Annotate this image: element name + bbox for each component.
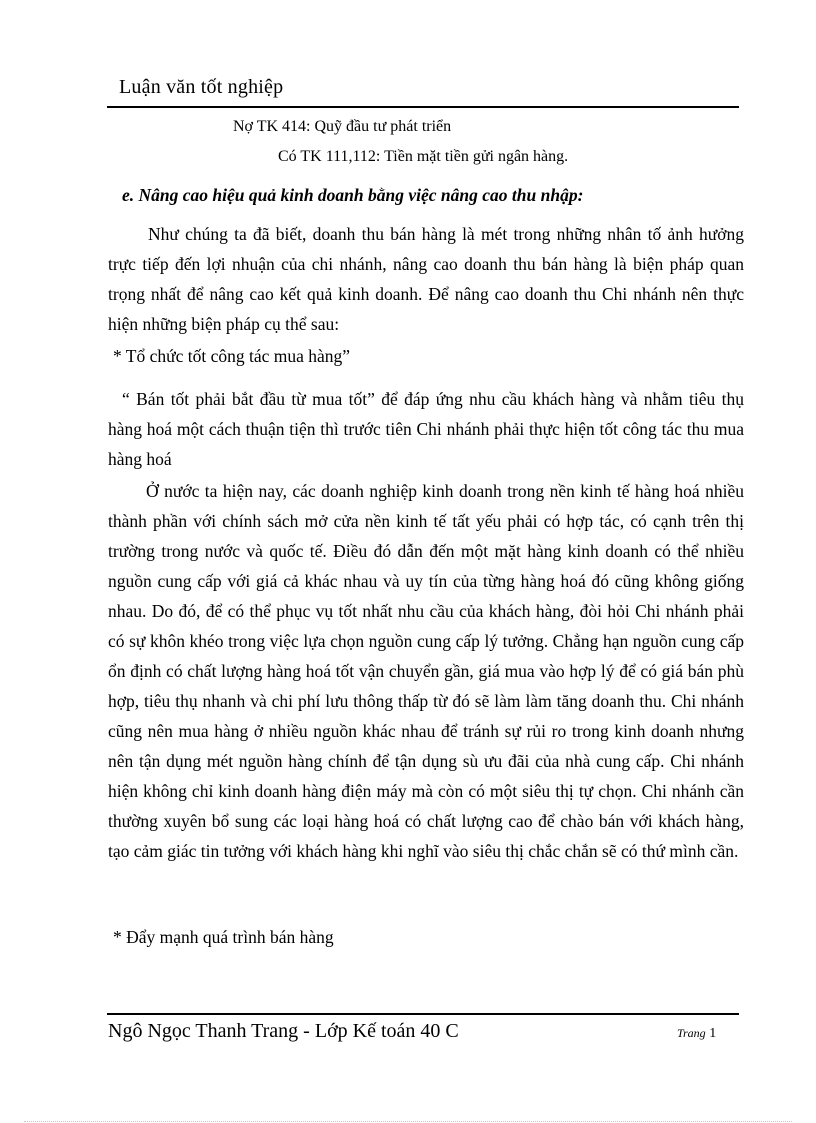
paragraph-main: Ở nước ta hiện nay, các doanh nghiệp kinh doanh trong nền kinh tế hàng hoá nhiều thành phần với chính sách mở cửa nền kinh tế tất yếu phải có hợp tác, có cạnh trên thị trường trong nước và quốc tế. Điều đó dẫn đến một mặt hàng kinh doanh có thể nhiều nguồn cung cấp với giá cả khác nhau và uy tín của từng hàng hoá đó cũng không giống nhau. Do đó, để có thể phục vụ tốt nhất nhu cầu của khách hàng, đòi hỏi Chi nhánh phải có sự khôn khéo trong việc lựa chọn nguồn cung cấp lý tưởng. Chẳng hạn nguồn cung cấp ổn định có chất lượng hàng hoá tốt vận chuyển gần, giá mua vào hợp lý để có giá bán phù hợp, tiêu thụ nhanh và chi phí lưu thông thấp từ đó sẽ làm làm tăng doanh thu. Chi nhánh cũng nên mua hàng ở nhiều nguồn khác nhau để tránh sự rủi ro trong kinh doanh nhưng nên tận dụng mét nguồn hàng chính để tận dụng sù ưu đãi của nhà cung cấp. Chi nhánh hiện không chỉ kinh doanh hàng điện máy mà còn có một siêu thị tự chọn. Chi nhánh cần thường xuyên bổ sung các loại hàng hoá có chất lượng cao để chào bán với khách hàng, tạo cảm giác tin tưởng với khách hàng khi nghĩ vào siêu thị chắc chắn sẽ có thứ mình cần. [108,481,744,861]
section-heading: e. Nâng cao hiệu quả kinh doanh bằng việc nâng cao thu nhập: [122,185,584,205]
page-edge-divider [24,1121,792,1122]
page-number: 1 [709,1026,717,1041]
bullet-purchasing: * Tổ chức tốt công tác mua hàng” [113,346,351,366]
journal-entry-credit: Có TK 111,112: Tiền mặt tiền gửi ngân hàng. [278,148,569,165]
footer-author: Ngô Ngọc Thanh Trang - Lớp Kế toán 40 C [108,1020,459,1042]
page-header-title: Luận văn tốt nghiệp [119,76,284,98]
footer-divider [107,1013,739,1015]
footer-page-number [677,1026,716,1042]
header-divider [107,106,739,108]
bullet-sales: * Đẩy mạnh quá trình bán hàng [113,927,334,947]
paragraph-quote: “ Bán tốt phải bắt đầu từ mua tốt” để đáp ứng nhu cầu khách hàng và nhằm tiêu thụ hàng hoá một cách thuận tiện thì trước tiên Chi nhánh phải thực hiện tốt công tác thu mua hàng hoá [108,389,744,469]
journal-entry-debit: Nợ TK 414: Quỹ đầu tư phát triển [233,118,452,135]
paragraph-intro: Như chúng ta đã biết, doanh thu bán hàng là mét trong những nhân tố ảnh hưởng trực tiếp đến lợi nhuận của chi nhánh, nâng cao doanh thu bán hàng là biện pháp quan trọng nhất để nâng cao kết quả kinh doanh. Để nâng cao doanh thu Chi nhánh nên thực hiện những biện pháp cụ thể sau: [108,224,744,334]
page-label: Trang [677,1026,706,1040]
